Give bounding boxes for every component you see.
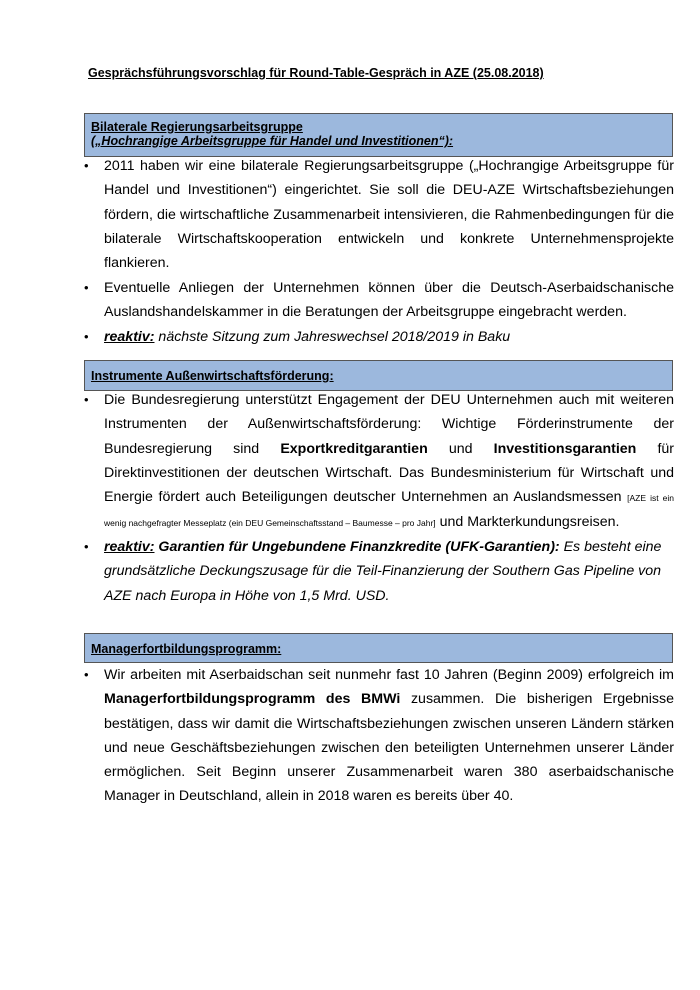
ufk-garantien-term: Garantien für Ungebundene Finanzkredite (UFK-Garantien): [154,539,560,555]
managerfortbildungsprogramm-term: Managerfortbildungsprogramm des BMWi [104,691,401,708]
page-title: Gesprächsführungsvorschlag für Round-Table-Gespräch in AZE (25.08.2018) [88,66,544,80]
bullet-text: Eventuelle Anliegen der Unternehmen können über die Deutsch-Aserbaidschanische Auslandshandelskammer in die Beratungen der Arbeitsgruppe eingebracht werden. [104,280,674,321]
exportkreditgarantien-term: Exportkreditgarantien [280,440,428,457]
investitionsgarantien-term: Investitionsgarantien [493,440,637,457]
section-header-title: Managerfortbildungsprogramm: [91,642,282,656]
bullet-text [104,325,674,349]
bullet-text [104,535,674,608]
section-header-subtitle: („Hochrangige Arbeitsgruppe für Handel und Investitionen“): [91,134,454,148]
bullet-icon: • [84,329,89,344]
bullet-body: Wir arbeiten mit Aserbaidschan seit nunmehr fast 10 Jahren (Beginn 2009) erfolgreich im [104,667,674,683]
bullet-body: zusammen. Die bisherigen Ergebnisse bestätigen, dass wir damit die Wirtschaftsbeziehungen zwischen unseren Ländern stärken und neue Geschäftsbeziehungen zwischen den beteiligten Unternehmen unserer Länder ermöglichen. Seit Beginn unserer Zusammenarbeit waren 380 aserbaidschanische Manager in Deutschland, allein in 2018 waren es bereits über 40. [104,691,674,805]
reaktiv-label: reaktiv: [104,539,155,555]
bullet-body: und [427,440,494,457]
bullet-body: nächste Sitzung zum Jahreswechsel 2018/2019 in Baku [154,329,511,345]
section-header-regierungsarbeitsgruppe [84,113,673,157]
bullet-body: für Direktinvestitionen der deutschen Wirtschaft. Das Bundesministerium für Wirtschaft und Energie fördert auch Beteiligungen deutscher Unternehmen an Auslandsmessen [104,440,675,506]
reaktiv-label: reaktiv: [104,329,155,345]
list-item [84,325,674,349]
section-header-managerfortbildung [84,633,673,663]
bullet-icon: • [84,667,89,682]
list-item [84,276,674,325]
bullet-text: 2011 haben wir eine bilaterale Regierungsarbeitsgruppe („Hochrangige Arbeitsgruppe für Handel und Investitionen“) eingerichtet. Sie soll die DEU-AZE Wirtschaftsbeziehungen fördern, die wirtschaftliche Zusammenarbeit intensivieren, die Rahmenbedingungen für die bilaterale Wirtschaftskooperation entwickeln und konkrete Unternehmensprojekte flankieren. [104,158,674,272]
list-item [84,154,674,275]
bullet-text [104,663,674,809]
bracket-note: [AZE ist ein wenig nachgefragter Messeplatz (ein DEU Gemeinschaftsstand – Baumesse – pro Jahr] [104,493,674,529]
bullet-text [104,388,674,536]
bullet-body: Die Bundesregierung unterstützt Engagement der DEU Unternehmen auch mit weiteren Instrumenten der Außenwirtschaftsförderung: Wichtige Förderinstrumente der Bundesregierung sind [104,392,674,457]
section-header-aussenwirtschaft [84,360,673,391]
list-item [84,535,674,608]
section-header-title: Instrumente Außenwirtschaftsförderung: [91,369,334,383]
section-header-title: Bilaterale Regierungsarbeitsgruppe [91,120,303,134]
list-item [84,388,674,536]
bullet-icon: • [84,158,89,173]
bullet-icon: • [84,280,89,295]
bullet-body: Es besteht eine grundsätzliche Deckungszusage für die Teil-Finanzierung der Southern Gas Pipeline von AZE nach Europa in Höhe von 1,5 Mrd. USD. [104,539,662,604]
bullet-body: und Markterkundungsreisen. [435,514,620,531]
bullet-icon: • [84,539,89,554]
bullet-icon: • [84,392,89,407]
list-item [84,663,674,809]
